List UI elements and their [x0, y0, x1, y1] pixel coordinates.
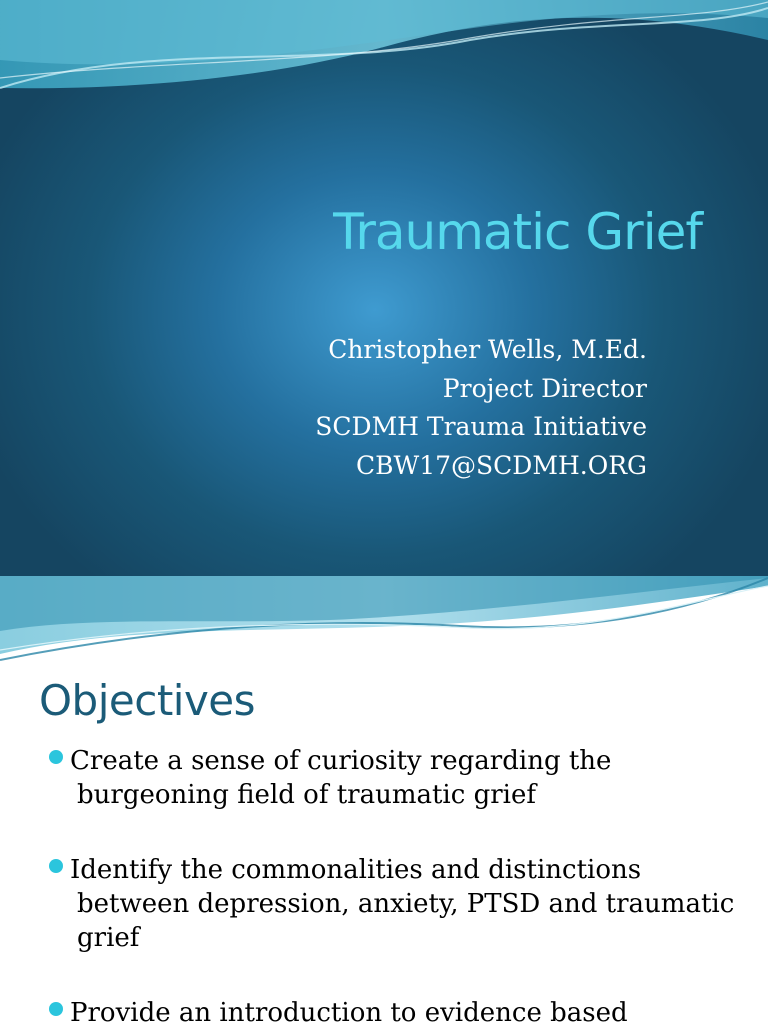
- list-item: [0, 996, 768, 1024]
- list-item: [0, 744, 768, 812]
- bullet-icon: [49, 750, 63, 764]
- wave-decoration-top: [0, 576, 768, 666]
- list-item-text: Create a sense of curiosity regarding the burgeoning field of traumatic grief: [70, 746, 612, 810]
- list-item-text: Identify the commonalities and distinctions between depression, anxiety, PTSD and traumatic grief: [70, 855, 735, 953]
- bullet-icon: [49, 859, 63, 873]
- wave-decoration-top: [0, 0, 768, 100]
- presenter-organization: SCDMH Trauma Initiative: [315, 412, 647, 441]
- slide-title: Traumatic Grief: [333, 203, 702, 261]
- presenter-role: Project Director: [442, 373, 647, 403]
- presenter-email: CBW17@SCDMH.ORG: [356, 450, 647, 480]
- objectives-slide: [0, 576, 768, 1024]
- presenter-info: [315, 331, 647, 485]
- objectives-list: [0, 744, 768, 1024]
- presenter-name: Christopher Wells, M.Ed.: [328, 335, 647, 364]
- list-item-text: Provide an introduction to evidence based: [70, 998, 628, 1024]
- bullet-icon: [49, 1002, 63, 1016]
- list-item: [0, 853, 768, 955]
- slide-title: Objectives: [39, 676, 256, 725]
